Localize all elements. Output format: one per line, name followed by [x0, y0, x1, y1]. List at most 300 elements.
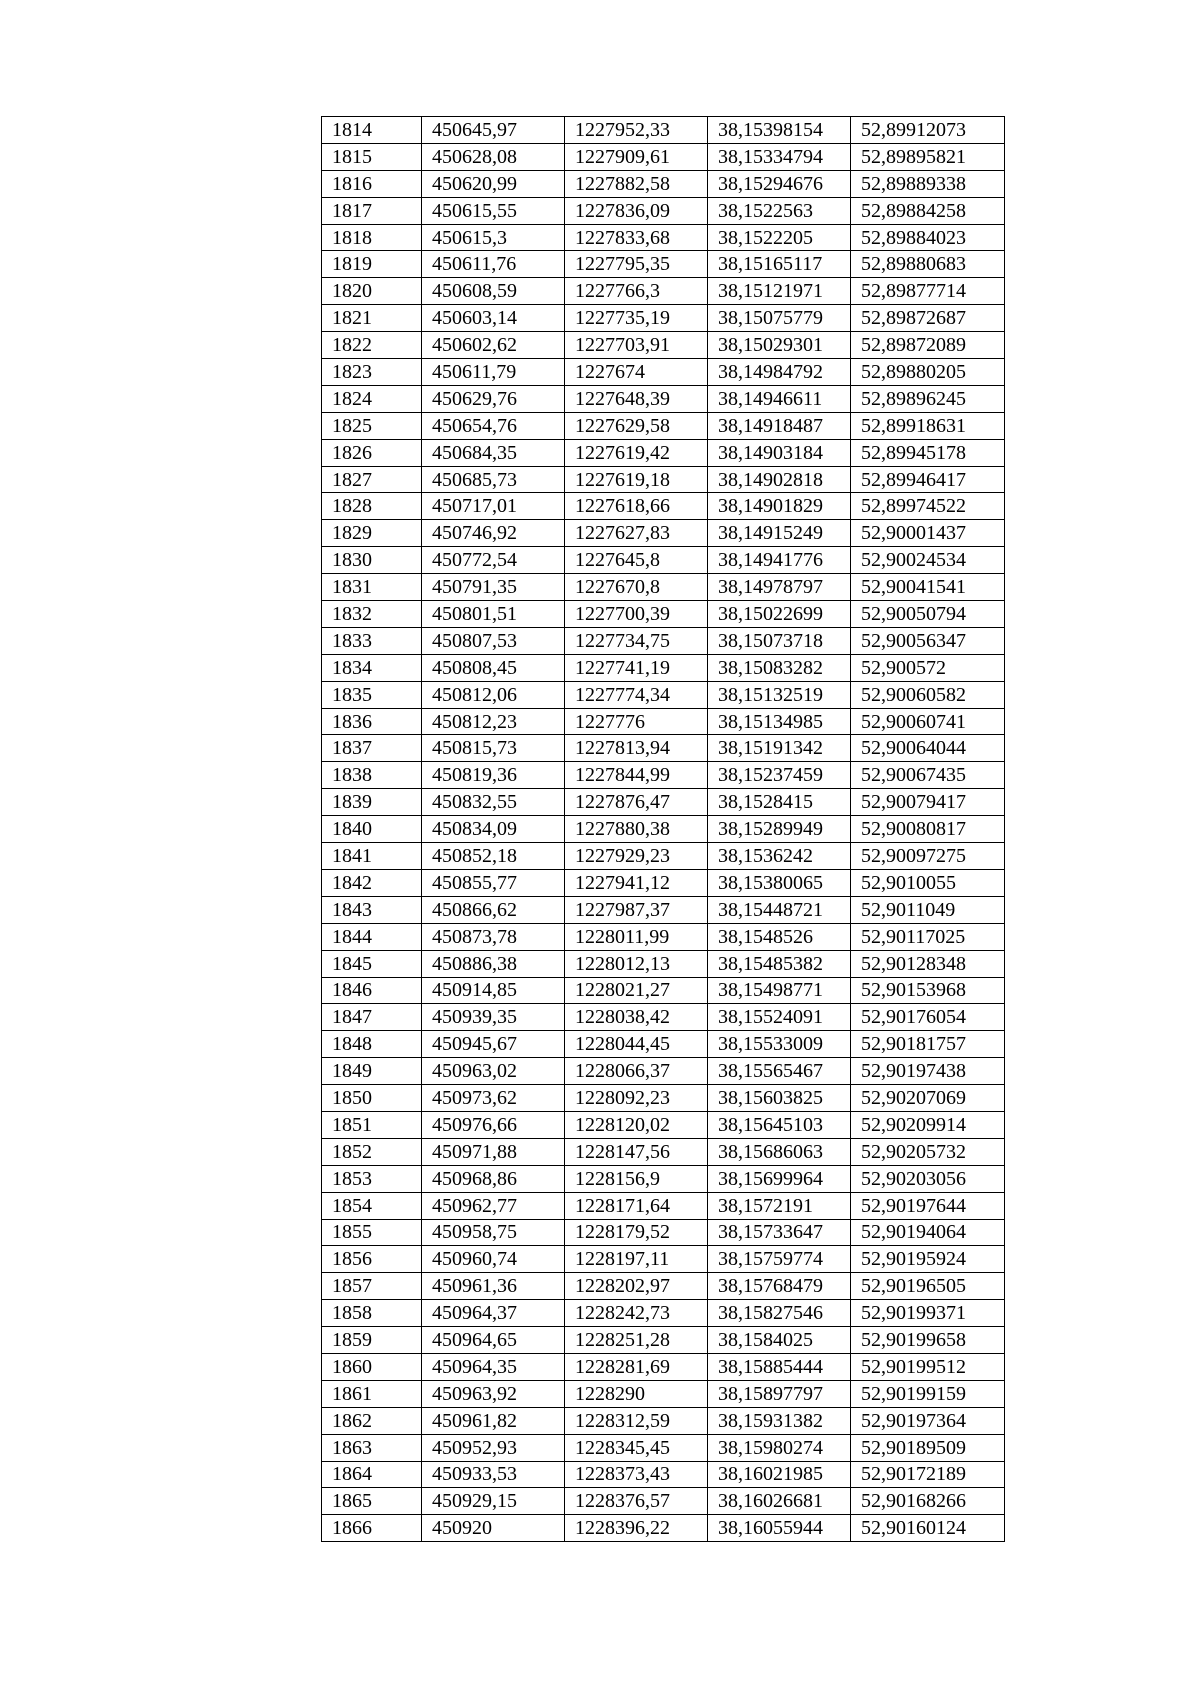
longitude-cell: 38,14984792 [708, 359, 851, 386]
table-row [322, 359, 1005, 386]
point-number-cell: 1860 [322, 1353, 422, 1380]
table-row [322, 735, 1005, 762]
x-coordinate-cell: 450620,99 [422, 170, 565, 197]
y-coordinate-cell: 1228376,57 [565, 1488, 708, 1515]
point-number-cell: 1852 [322, 1138, 422, 1165]
x-coordinate-cell: 450976,66 [422, 1111, 565, 1138]
table-row [322, 1353, 1005, 1380]
x-coordinate-cell: 450968,86 [422, 1165, 565, 1192]
table-row [322, 251, 1005, 278]
y-coordinate-cell: 1228290 [565, 1380, 708, 1407]
point-number-cell: 1825 [322, 412, 422, 439]
table-row [322, 816, 1005, 843]
table-row [322, 1515, 1005, 1542]
latitude-cell: 52,89880683 [851, 251, 1005, 278]
y-coordinate-cell: 1227813,94 [565, 735, 708, 762]
x-coordinate-cell: 450866,62 [422, 896, 565, 923]
y-coordinate-cell: 1228011,99 [565, 923, 708, 950]
latitude-cell: 52,90060582 [851, 681, 1005, 708]
latitude-cell: 52,900572 [851, 654, 1005, 681]
longitude-cell: 38,15075779 [708, 305, 851, 332]
x-coordinate-cell: 450801,51 [422, 601, 565, 628]
latitude-cell: 52,90060741 [851, 708, 1005, 735]
y-coordinate-cell: 1227670,8 [565, 574, 708, 601]
longitude-cell: 38,15448721 [708, 896, 851, 923]
x-coordinate-cell: 450645,97 [422, 117, 565, 144]
table-row [322, 789, 1005, 816]
longitude-cell: 38,15083282 [708, 654, 851, 681]
point-number-cell: 1865 [322, 1488, 422, 1515]
longitude-cell: 38,15022699 [708, 601, 851, 628]
y-coordinate-cell: 1227629,58 [565, 412, 708, 439]
point-number-cell: 1840 [322, 816, 422, 843]
table-row [322, 627, 1005, 654]
table-row [322, 170, 1005, 197]
x-coordinate-cell: 450812,23 [422, 708, 565, 735]
longitude-cell: 38,15294676 [708, 170, 851, 197]
table-row [322, 278, 1005, 305]
latitude-cell: 52,89872687 [851, 305, 1005, 332]
longitude-cell: 38,15768479 [708, 1273, 851, 1300]
y-coordinate-cell: 1228038,42 [565, 1004, 708, 1031]
table-row [322, 1219, 1005, 1246]
longitude-cell: 38,15885444 [708, 1353, 851, 1380]
point-number-cell: 1854 [322, 1192, 422, 1219]
y-coordinate-cell: 1227987,37 [565, 896, 708, 923]
x-coordinate-cell: 450964,37 [422, 1300, 565, 1327]
table-row [322, 1058, 1005, 1085]
longitude-cell: 38,15827546 [708, 1300, 851, 1327]
latitude-cell: 52,90207069 [851, 1085, 1005, 1112]
point-number-cell: 1838 [322, 762, 422, 789]
y-coordinate-cell: 1228312,59 [565, 1407, 708, 1434]
x-coordinate-cell: 450914,85 [422, 977, 565, 1004]
table-row [322, 1192, 1005, 1219]
latitude-cell: 52,90128348 [851, 950, 1005, 977]
latitude-cell: 52,90205732 [851, 1138, 1005, 1165]
y-coordinate-cell: 1228197,11 [565, 1246, 708, 1273]
point-number-cell: 1833 [322, 627, 422, 654]
longitude-cell: 38,14915249 [708, 520, 851, 547]
table-row [322, 762, 1005, 789]
longitude-cell: 38,15686063 [708, 1138, 851, 1165]
latitude-cell: 52,89945178 [851, 439, 1005, 466]
point-number-cell: 1839 [322, 789, 422, 816]
longitude-cell: 38,15645103 [708, 1111, 851, 1138]
x-coordinate-cell: 450654,76 [422, 412, 565, 439]
x-coordinate-cell: 450684,35 [422, 439, 565, 466]
y-coordinate-cell: 1227627,83 [565, 520, 708, 547]
point-number-cell: 1814 [322, 117, 422, 144]
y-coordinate-cell: 1227876,47 [565, 789, 708, 816]
table-row [322, 520, 1005, 547]
latitude-cell: 52,89895821 [851, 143, 1005, 170]
x-coordinate-cell: 450929,15 [422, 1488, 565, 1515]
table-row [322, 923, 1005, 950]
point-number-cell: 1828 [322, 493, 422, 520]
longitude-cell: 38,15485382 [708, 950, 851, 977]
latitude-cell: 52,89877714 [851, 278, 1005, 305]
y-coordinate-cell: 1228120,02 [565, 1111, 708, 1138]
x-coordinate-cell: 450855,77 [422, 869, 565, 896]
point-number-cell: 1859 [322, 1327, 422, 1354]
longitude-cell: 38,16021985 [708, 1461, 851, 1488]
y-coordinate-cell: 1227734,75 [565, 627, 708, 654]
latitude-cell: 52,89974522 [851, 493, 1005, 520]
x-coordinate-cell: 450611,79 [422, 359, 565, 386]
longitude-cell: 38,15498771 [708, 977, 851, 1004]
point-number-cell: 1866 [322, 1515, 422, 1542]
point-number-cell: 1818 [322, 224, 422, 251]
latitude-cell: 52,90168266 [851, 1488, 1005, 1515]
point-number-cell: 1826 [322, 439, 422, 466]
latitude-cell: 52,90079417 [851, 789, 1005, 816]
longitude-cell: 38,1572191 [708, 1192, 851, 1219]
longitude-cell: 38,1522205 [708, 224, 851, 251]
table-row [322, 385, 1005, 412]
y-coordinate-cell: 1227645,8 [565, 547, 708, 574]
y-coordinate-cell: 1227844,99 [565, 762, 708, 789]
x-coordinate-cell: 450945,67 [422, 1031, 565, 1058]
point-number-cell: 1827 [322, 466, 422, 493]
y-coordinate-cell: 1227776 [565, 708, 708, 735]
point-number-cell: 1822 [322, 332, 422, 359]
x-coordinate-cell: 450939,35 [422, 1004, 565, 1031]
point-number-cell: 1820 [322, 278, 422, 305]
longitude-cell: 38,15759774 [708, 1246, 851, 1273]
x-coordinate-cell: 450812,06 [422, 681, 565, 708]
longitude-cell: 38,15897797 [708, 1380, 851, 1407]
x-coordinate-cell: 450717,01 [422, 493, 565, 520]
latitude-cell: 52,90203056 [851, 1165, 1005, 1192]
point-number-cell: 1831 [322, 574, 422, 601]
x-coordinate-cell: 450746,92 [422, 520, 565, 547]
x-coordinate-cell: 450961,82 [422, 1407, 565, 1434]
latitude-cell: 52,89896245 [851, 385, 1005, 412]
y-coordinate-cell: 1227795,35 [565, 251, 708, 278]
table-row [322, 117, 1005, 144]
point-number-cell: 1816 [322, 170, 422, 197]
x-coordinate-cell: 450807,53 [422, 627, 565, 654]
point-number-cell: 1862 [322, 1407, 422, 1434]
longitude-cell: 38,15380065 [708, 869, 851, 896]
y-coordinate-cell: 1228373,43 [565, 1461, 708, 1488]
y-coordinate-cell: 1228171,64 [565, 1192, 708, 1219]
y-coordinate-cell: 1227619,18 [565, 466, 708, 493]
latitude-cell: 52,90001437 [851, 520, 1005, 547]
latitude-cell: 52,90064044 [851, 735, 1005, 762]
table-row [322, 708, 1005, 735]
y-coordinate-cell: 1227700,39 [565, 601, 708, 628]
x-coordinate-cell: 450873,78 [422, 923, 565, 950]
y-coordinate-cell: 1227774,34 [565, 681, 708, 708]
point-number-cell: 1843 [322, 896, 422, 923]
table-row [322, 654, 1005, 681]
coordinates-table [321, 116, 1005, 1542]
longitude-cell: 38,1528415 [708, 789, 851, 816]
latitude-cell: 52,90199159 [851, 1380, 1005, 1407]
y-coordinate-cell: 1227766,3 [565, 278, 708, 305]
point-number-cell: 1846 [322, 977, 422, 1004]
table-row [322, 332, 1005, 359]
point-number-cell: 1863 [322, 1434, 422, 1461]
longitude-cell: 38,14918487 [708, 412, 851, 439]
latitude-cell: 52,90056347 [851, 627, 1005, 654]
latitude-cell: 52,89880205 [851, 359, 1005, 386]
latitude-cell: 52,90080817 [851, 816, 1005, 843]
x-coordinate-cell: 450808,45 [422, 654, 565, 681]
point-number-cell: 1849 [322, 1058, 422, 1085]
latitude-cell: 52,89889338 [851, 170, 1005, 197]
table-row [322, 1138, 1005, 1165]
longitude-cell: 38,1536242 [708, 843, 851, 870]
latitude-cell: 52,90181757 [851, 1031, 1005, 1058]
longitude-cell: 38,15029301 [708, 332, 851, 359]
x-coordinate-cell: 450933,53 [422, 1461, 565, 1488]
point-number-cell: 1841 [322, 843, 422, 870]
latitude-cell: 52,90195924 [851, 1246, 1005, 1273]
latitude-cell: 52,90153968 [851, 977, 1005, 1004]
y-coordinate-cell: 1228156,9 [565, 1165, 708, 1192]
x-coordinate-cell: 450952,93 [422, 1434, 565, 1461]
latitude-cell: 52,90199371 [851, 1300, 1005, 1327]
y-coordinate-cell: 1228242,73 [565, 1300, 708, 1327]
table-row [322, 1461, 1005, 1488]
table-row [322, 197, 1005, 224]
latitude-cell: 52,89912073 [851, 117, 1005, 144]
x-coordinate-cell: 450608,59 [422, 278, 565, 305]
table-row [322, 493, 1005, 520]
table-row [322, 439, 1005, 466]
longitude-cell: 38,16026681 [708, 1488, 851, 1515]
table-row [322, 1434, 1005, 1461]
latitude-cell: 52,90197644 [851, 1192, 1005, 1219]
table-row [322, 1380, 1005, 1407]
longitude-cell: 38,15931382 [708, 1407, 851, 1434]
point-number-cell: 1844 [322, 923, 422, 950]
latitude-cell: 52,90197364 [851, 1407, 1005, 1434]
point-number-cell: 1845 [322, 950, 422, 977]
y-coordinate-cell: 1227648,39 [565, 385, 708, 412]
point-number-cell: 1832 [322, 601, 422, 628]
table-row [322, 1327, 1005, 1354]
x-coordinate-cell: 450791,35 [422, 574, 565, 601]
y-coordinate-cell: 1227952,33 [565, 117, 708, 144]
longitude-cell: 38,15191342 [708, 735, 851, 762]
x-coordinate-cell: 450629,76 [422, 385, 565, 412]
latitude-cell: 52,90160124 [851, 1515, 1005, 1542]
longitude-cell: 38,15980274 [708, 1434, 851, 1461]
longitude-cell: 38,1548526 [708, 923, 851, 950]
point-number-cell: 1834 [322, 654, 422, 681]
y-coordinate-cell: 1228066,37 [565, 1058, 708, 1085]
table-row [322, 1488, 1005, 1515]
longitude-cell: 38,14902818 [708, 466, 851, 493]
latitude-cell: 52,90067435 [851, 762, 1005, 789]
table-row [322, 843, 1005, 870]
longitude-cell: 38,14978797 [708, 574, 851, 601]
x-coordinate-cell: 450920 [422, 1515, 565, 1542]
y-coordinate-cell: 1228396,22 [565, 1515, 708, 1542]
longitude-cell: 38,15121971 [708, 278, 851, 305]
longitude-cell: 38,15533009 [708, 1031, 851, 1058]
table-row [322, 224, 1005, 251]
longitude-cell: 38,15398154 [708, 117, 851, 144]
longitude-cell: 38,14946611 [708, 385, 851, 412]
latitude-cell: 52,89918631 [851, 412, 1005, 439]
longitude-cell: 38,14903184 [708, 439, 851, 466]
point-number-cell: 1824 [322, 385, 422, 412]
table-row [322, 977, 1005, 1004]
x-coordinate-cell: 450834,09 [422, 816, 565, 843]
longitude-cell: 38,1584025 [708, 1327, 851, 1354]
latitude-cell: 52,89946417 [851, 466, 1005, 493]
x-coordinate-cell: 450958,75 [422, 1219, 565, 1246]
y-coordinate-cell: 1227909,61 [565, 143, 708, 170]
point-number-cell: 1829 [322, 520, 422, 547]
point-number-cell: 1856 [322, 1246, 422, 1273]
y-coordinate-cell: 1227735,19 [565, 305, 708, 332]
latitude-cell: 52,9010055 [851, 869, 1005, 896]
y-coordinate-cell: 1227929,23 [565, 843, 708, 870]
longitude-cell: 38,15733647 [708, 1219, 851, 1246]
point-number-cell: 1835 [322, 681, 422, 708]
y-coordinate-cell: 1228345,45 [565, 1434, 708, 1461]
point-number-cell: 1830 [322, 547, 422, 574]
y-coordinate-cell: 1227674 [565, 359, 708, 386]
x-coordinate-cell: 450815,73 [422, 735, 565, 762]
x-coordinate-cell: 450963,92 [422, 1380, 565, 1407]
longitude-cell: 38,15524091 [708, 1004, 851, 1031]
table-row [322, 1111, 1005, 1138]
y-coordinate-cell: 1227941,12 [565, 869, 708, 896]
latitude-cell: 52,90209914 [851, 1111, 1005, 1138]
latitude-cell: 52,89884023 [851, 224, 1005, 251]
y-coordinate-cell: 1227741,19 [565, 654, 708, 681]
latitude-cell: 52,9011049 [851, 896, 1005, 923]
table-row [322, 681, 1005, 708]
y-coordinate-cell: 1228012,13 [565, 950, 708, 977]
latitude-cell: 52,90041541 [851, 574, 1005, 601]
longitude-cell: 38,15073718 [708, 627, 851, 654]
x-coordinate-cell: 450772,54 [422, 547, 565, 574]
latitude-cell: 52,90197438 [851, 1058, 1005, 1085]
latitude-cell: 52,90194064 [851, 1219, 1005, 1246]
table-row [322, 896, 1005, 923]
point-number-cell: 1847 [322, 1004, 422, 1031]
x-coordinate-cell: 450964,65 [422, 1327, 565, 1354]
y-coordinate-cell: 1227703,91 [565, 332, 708, 359]
table-row [322, 869, 1005, 896]
table-row [322, 1273, 1005, 1300]
longitude-cell: 38,15134985 [708, 708, 851, 735]
table-row [322, 1085, 1005, 1112]
table-row [322, 412, 1005, 439]
point-number-cell: 1855 [322, 1219, 422, 1246]
latitude-cell: 52,90196505 [851, 1273, 1005, 1300]
longitude-cell: 38,14901829 [708, 493, 851, 520]
longitude-cell: 38,15237459 [708, 762, 851, 789]
y-coordinate-cell: 1227836,09 [565, 197, 708, 224]
x-coordinate-cell: 450961,36 [422, 1273, 565, 1300]
table-row [322, 466, 1005, 493]
x-coordinate-cell: 450963,02 [422, 1058, 565, 1085]
y-coordinate-cell: 1228021,27 [565, 977, 708, 1004]
x-coordinate-cell: 450615,3 [422, 224, 565, 251]
x-coordinate-cell: 450886,38 [422, 950, 565, 977]
table-row [322, 950, 1005, 977]
x-coordinate-cell: 450819,36 [422, 762, 565, 789]
y-coordinate-cell: 1227618,66 [565, 493, 708, 520]
latitude-cell: 52,90199512 [851, 1353, 1005, 1380]
x-coordinate-cell: 450602,62 [422, 332, 565, 359]
point-number-cell: 1858 [322, 1300, 422, 1327]
point-number-cell: 1836 [322, 708, 422, 735]
x-coordinate-cell: 450971,88 [422, 1138, 565, 1165]
point-number-cell: 1864 [322, 1461, 422, 1488]
coordinates-table-body [322, 117, 1005, 1542]
longitude-cell: 38,15565467 [708, 1058, 851, 1085]
table-row [322, 1407, 1005, 1434]
x-coordinate-cell: 450960,74 [422, 1246, 565, 1273]
latitude-cell: 52,89872089 [851, 332, 1005, 359]
table-row [322, 1004, 1005, 1031]
x-coordinate-cell: 450962,77 [422, 1192, 565, 1219]
table-row [322, 1031, 1005, 1058]
table-row [322, 574, 1005, 601]
point-number-cell: 1848 [322, 1031, 422, 1058]
table-row [322, 547, 1005, 574]
y-coordinate-cell: 1228179,52 [565, 1219, 708, 1246]
point-number-cell: 1851 [322, 1111, 422, 1138]
y-coordinate-cell: 1227882,58 [565, 170, 708, 197]
point-number-cell: 1819 [322, 251, 422, 278]
point-number-cell: 1837 [322, 735, 422, 762]
longitude-cell: 38,15132519 [708, 681, 851, 708]
y-coordinate-cell: 1227833,68 [565, 224, 708, 251]
y-coordinate-cell: 1227880,38 [565, 816, 708, 843]
longitude-cell: 38,16055944 [708, 1515, 851, 1542]
latitude-cell: 52,90199658 [851, 1327, 1005, 1354]
point-number-cell: 1850 [322, 1085, 422, 1112]
point-number-cell: 1857 [322, 1273, 422, 1300]
point-number-cell: 1853 [322, 1165, 422, 1192]
point-number-cell: 1817 [322, 197, 422, 224]
y-coordinate-cell: 1228251,28 [565, 1327, 708, 1354]
latitude-cell: 52,90050794 [851, 601, 1005, 628]
x-coordinate-cell: 450685,73 [422, 466, 565, 493]
y-coordinate-cell: 1228147,56 [565, 1138, 708, 1165]
latitude-cell: 52,89884258 [851, 197, 1005, 224]
table-row [322, 143, 1005, 170]
x-coordinate-cell: 450832,55 [422, 789, 565, 816]
x-coordinate-cell: 450603,14 [422, 305, 565, 332]
latitude-cell: 52,90172189 [851, 1461, 1005, 1488]
table-row [322, 305, 1005, 332]
latitude-cell: 52,90024534 [851, 547, 1005, 574]
table-row [322, 1246, 1005, 1273]
longitude-cell: 38,15334794 [708, 143, 851, 170]
x-coordinate-cell: 450973,62 [422, 1085, 565, 1112]
x-coordinate-cell: 450615,55 [422, 197, 565, 224]
longitude-cell: 38,14941776 [708, 547, 851, 574]
x-coordinate-cell: 450628,08 [422, 143, 565, 170]
latitude-cell: 52,90097275 [851, 843, 1005, 870]
y-coordinate-cell: 1228202,97 [565, 1273, 708, 1300]
latitude-cell: 52,90117025 [851, 923, 1005, 950]
y-coordinate-cell: 1228281,69 [565, 1353, 708, 1380]
longitude-cell: 38,1522563 [708, 197, 851, 224]
